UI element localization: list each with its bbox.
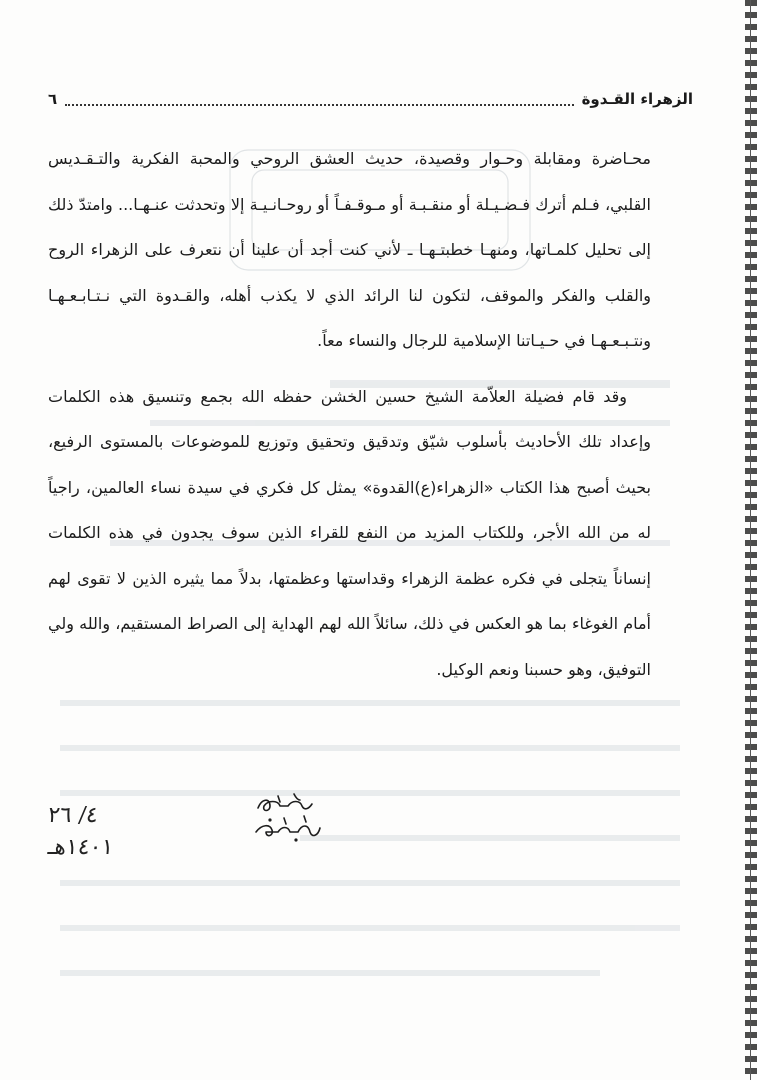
handwritten-date-note [48, 800, 158, 870]
handwritten-date-line-1: ٤/ ٢٦ [46, 803, 100, 828]
page-number: ٦ [48, 90, 58, 108]
paragraph-1: محـاضرة ومقابلة وحـوار وقصيدة، حديث العشق الروحي والمحبة الفكرية والتـقـديس القلبي، فـلم أترك فـضـيـلة أو منقـبـة أو مـوقـفـاً أو روحـانـيـة إلا وتحدثت عنـهـا... وامتدّ ذلك إلى تحليل كلمـاتها، ومنهـا خطبتـهـا ـ لأني كنت أجد أن علينا أن نتعرف على الزهراء الروح والقلب والفكر والموقف، لتكون لنا الرائد الذي لا يكذب أهله، والقـدوة التي نـتـابـعـهـا ونتـبـعـهـا في حـيـاتنا الإسلامية للرجال والنساء معاً. [48, 149, 651, 350]
handwritten-date-line-2: ١٤٠١هـ [46, 835, 115, 860]
header-leader-dots [65, 92, 573, 106]
handwritten-signature [248, 788, 328, 848]
main-text [48, 136, 651, 692]
running-header [48, 86, 693, 112]
book-title: الزهراء القـدوة [581, 90, 693, 108]
paragraph-2: وقد قام فضيلة العلاّمة الشيخ حسين الخشن حفظه الله بجمع وتنسيق هذه الكلمات وإعداد تلك الأحاديث بأسلوب شيّق وتدقيق وتحقيق وتوزيع للموضوعات بالمستوى الرفيع، بحيث أصبح هذا الكتاب «الزهراء(ع)القدوة» يمثل كل فكري في سيدة نساء العالمين، راجياً له من الله الأجر، وللكتاب المزيد من النفع للقراء الذين سوف يجدون في هذه الكلمات إنساناً يتجلى في فكره عظمة الزهراء وقداستها وعظمتها، بدلاً مما يثيره الذين لا تقوى لهم أمام الغوغاء بما هو العكس في ذلك، سائلاً الله لهم الهداية إلى الصراط المستقيم، والله ولي التوفيق، وهو حسبنا ونعم الوكيل. [48, 386, 651, 679]
binding-edge [745, 0, 757, 1080]
